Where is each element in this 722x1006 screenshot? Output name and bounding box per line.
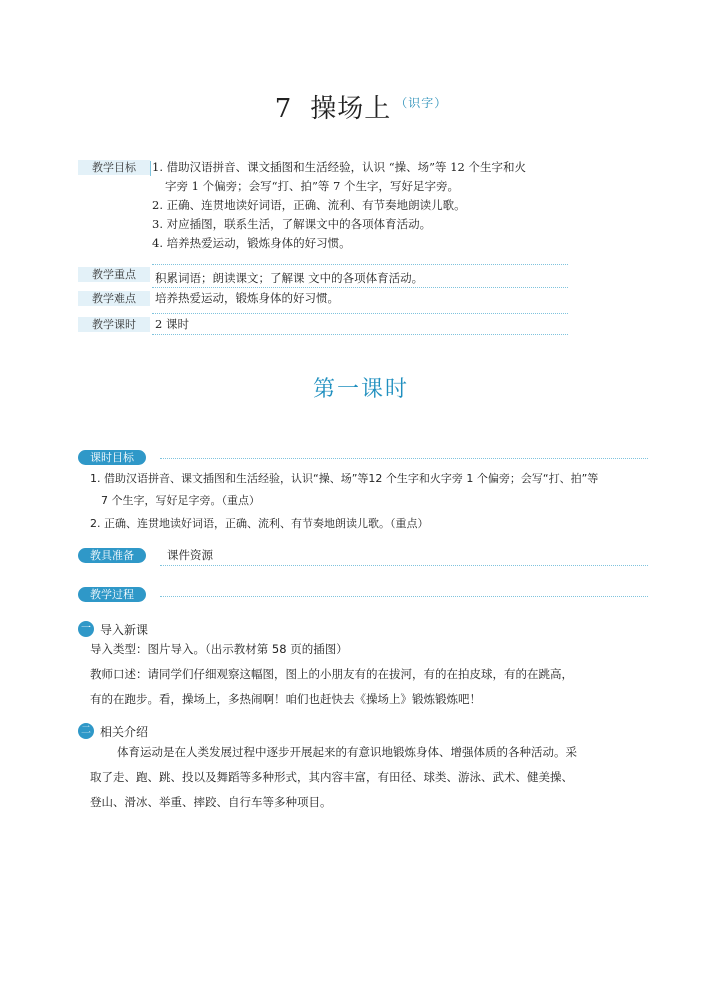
divider bbox=[152, 264, 568, 265]
key-text: 积累词语；朗读课文；了解课 文中的各项体育活动。 bbox=[155, 271, 424, 285]
lesson-title bbox=[0, 88, 722, 125]
step-line: 教师口述：请同学们仔细观察这幅图，图上的小朋友有的在拔河，有的在拍皮球，有的在跳高， bbox=[90, 667, 573, 681]
prep-label: 教具准备 bbox=[78, 548, 146, 563]
step-line: 取了走、跑、跳、投以及舞蹈等多种形式，其内容丰富，有田径、球类、游泳、武术、健美操、 bbox=[90, 770, 573, 784]
objective-line: 7 个生字，写好足字旁。（重点） bbox=[101, 494, 260, 507]
lesson-title-text: 操场上 bbox=[310, 94, 392, 124]
objective-line: 2. 正确、连贯地读好词语，正确、流利、有节奏地朗读儿歌。（重点） bbox=[90, 517, 429, 530]
process-label: 教学过程 bbox=[78, 587, 146, 602]
difficulty-label: 教学难点 bbox=[78, 291, 150, 306]
divider bbox=[152, 287, 568, 288]
lesson-subtitle: （识字） bbox=[395, 96, 448, 110]
difficulty-text: 培养热爱运动，锻炼身体的好习惯。 bbox=[155, 291, 339, 305]
hours-text: 2 课时 bbox=[155, 317, 189, 331]
step-title: 相关介绍 bbox=[100, 725, 149, 739]
goal-line: 字旁 1 个偏旁；会写“打、拍”等 7 个生字，写好足字旁。 bbox=[165, 179, 460, 193]
goal-line: 2. 正确、连贯地读好词语，正确、流利、有节奏地朗读儿歌。 bbox=[152, 198, 466, 212]
key-label: 教学重点 bbox=[78, 267, 150, 282]
goals-label: 教学目标 bbox=[78, 160, 150, 175]
divider bbox=[152, 334, 568, 335]
divider bbox=[160, 458, 648, 459]
step-line: 体育运动是在人类发展过程中逐步开展起来的有意识地锻炼身体、增强体质的各种活动。采 bbox=[117, 745, 577, 759]
hours-label: 教学课时 bbox=[78, 317, 150, 332]
divider bbox=[160, 565, 648, 566]
goal-line: 3. 对应插图，联系生活，了解课文中的各项体育活动。 bbox=[152, 217, 432, 231]
goal-line: 1. 借助汉语拼音、课文插图和生活经验，认识 “操、场”等 12 个生字和火 bbox=[152, 160, 526, 174]
divider bbox=[152, 313, 568, 314]
section-title: 第一课时 bbox=[312, 377, 409, 402]
step-line: 导入类型：图片导入。（出示教材第 58 页的插图） bbox=[90, 642, 348, 656]
step-line: 有的在跑步。看，操场上，多热闹啊！咱们也赶快去《操场上》锻炼锻炼吧！ bbox=[90, 692, 481, 706]
divider bbox=[160, 596, 648, 597]
goals-divider bbox=[150, 161, 151, 176]
objective-line: 1. 借助汉语拼音、课文插图和生活经验，认识“操、场”等12 个生字和火字旁 1 个偏旁；会写“打、拍”等 bbox=[90, 472, 599, 485]
objectives-label: 课时目标 bbox=[78, 450, 146, 465]
prep-value: 课件资源 bbox=[167, 548, 213, 562]
step-number-badge: 一 bbox=[78, 621, 94, 637]
step-number-badge: 二 bbox=[78, 723, 94, 739]
step-title: 导入新课 bbox=[100, 623, 149, 637]
lesson-number: 7 bbox=[274, 94, 293, 124]
goal-line: 4. 培养热爱运动，锻炼身体的好习惯。 bbox=[152, 236, 351, 250]
step-line: 登山、滑冰、举重、摔跤、自行车等多种项目。 bbox=[90, 795, 332, 809]
